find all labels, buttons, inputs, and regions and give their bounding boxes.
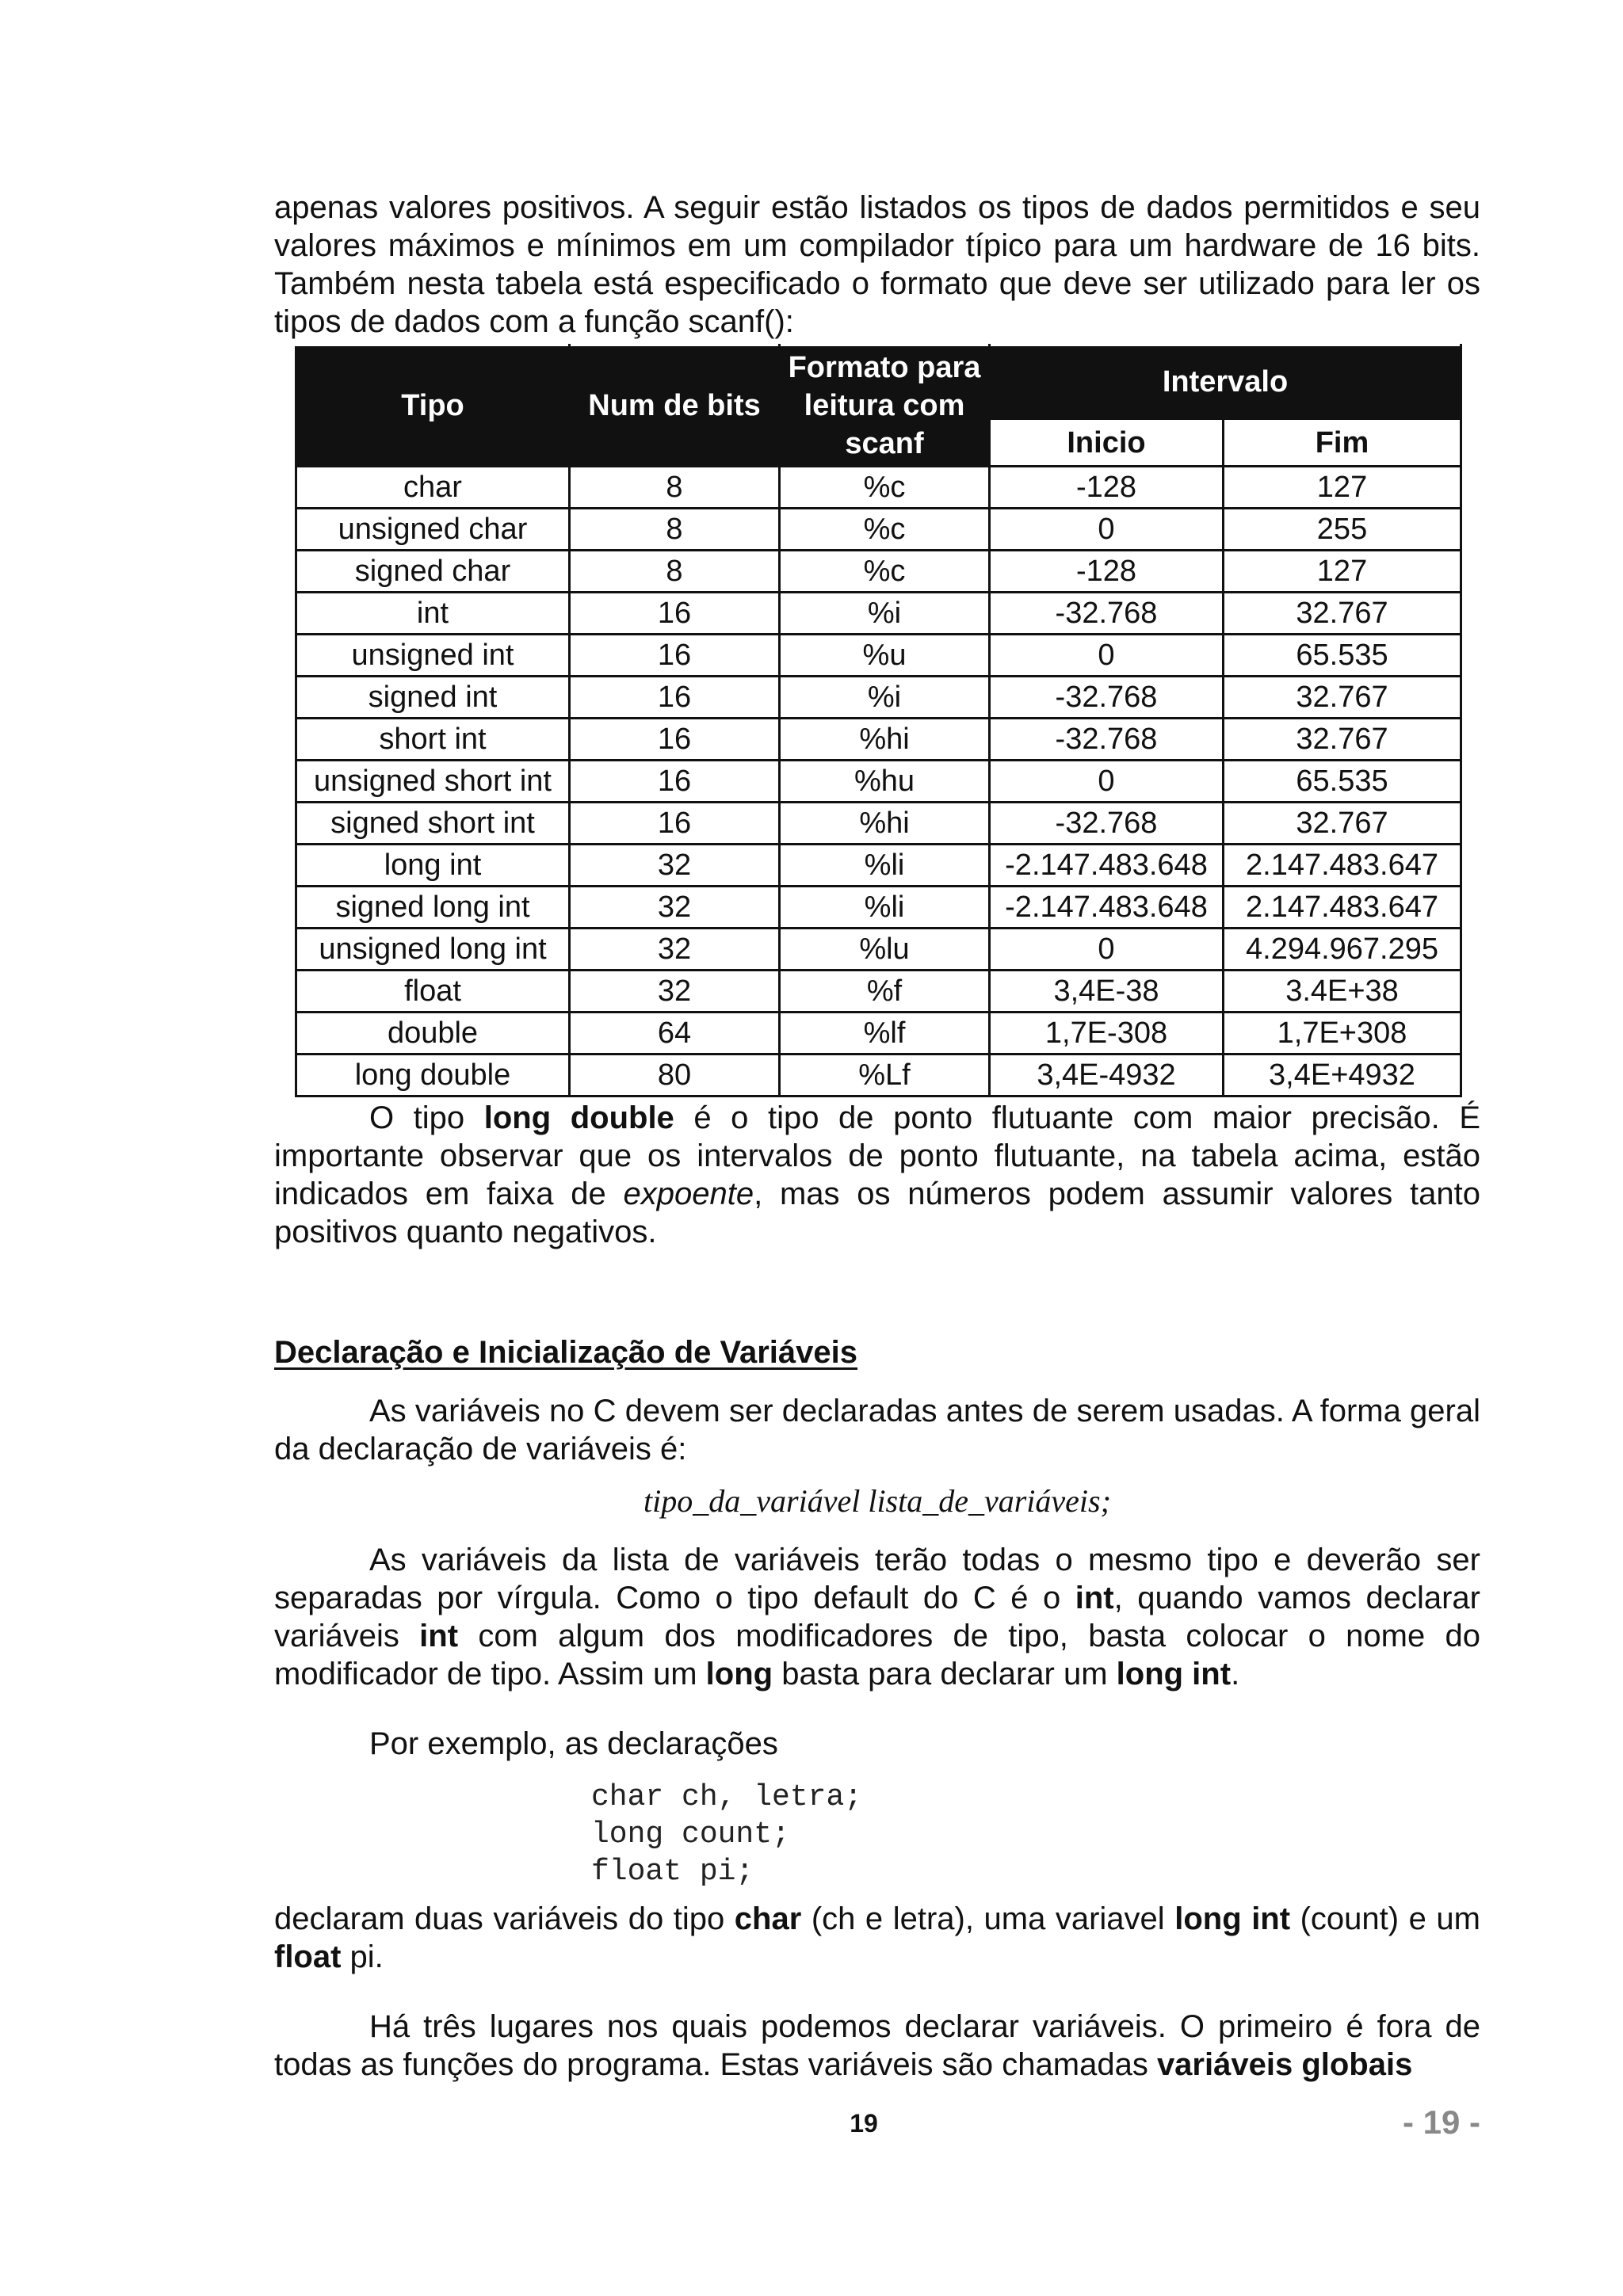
cell-bits: 32: [570, 845, 780, 887]
header-inicio: Inicio: [990, 419, 1224, 467]
bold-term: long int: [1174, 1901, 1291, 1936]
text-run: O tipo: [369, 1100, 484, 1135]
page-marker: - 19 -: [1402, 2103, 1480, 2141]
text-run: com algum dos modificadores de tipo, basta colocar o nome do modificador de tipo. Assim um: [274, 1619, 1480, 1691]
text-run: Há três lugares nos quais podemos declarar variáveis. O primeiro é fora de todas as funções do programa. Estas variáveis são chamadas: [274, 2009, 1480, 2082]
cell-tipo: double: [296, 1013, 570, 1055]
cell-bits: 80: [570, 1055, 780, 1097]
cell-formato: %li: [780, 887, 990, 929]
cell-bits: 16: [570, 803, 780, 845]
table-body: [296, 467, 1461, 1097]
cell-inicio: 0: [990, 761, 1224, 803]
data-types-table: [295, 344, 1462, 1097]
code-line: char ch, letra;: [591, 1780, 863, 1814]
declaration-paragraph: As variáveis no C devem ser declaradas antes de serem usadas. A forma geral da declaração de variáveis é:: [274, 1394, 1480, 1466]
cell-tipo: float: [296, 971, 570, 1013]
bold-term: variáveis globais: [1156, 2047, 1413, 2082]
variable-list-paragraph: [274, 1541, 1480, 1693]
cell-fim: 1,7E+308: [1224, 1013, 1461, 1055]
long-double-paragraph: [274, 1099, 1480, 1251]
text-run: (ch e letra), uma variavel: [801, 1901, 1175, 1936]
cell-tipo: signed short int: [296, 803, 570, 845]
text-run: (count) e um: [1290, 1901, 1480, 1936]
cell-bits: 32: [570, 971, 780, 1013]
table-row: [296, 929, 1461, 971]
cell-formato: %hu: [780, 761, 990, 803]
text-run: basta para declarar um: [773, 1657, 1117, 1691]
cell-inicio: 0: [990, 929, 1224, 971]
cell-tipo: long double: [296, 1055, 570, 1097]
cell-bits: 64: [570, 1013, 780, 1055]
page-number: 19: [850, 2109, 878, 2138]
cell-inicio: 0: [990, 635, 1224, 677]
cell-formato: %lu: [780, 929, 990, 971]
bold-term: long double: [483, 1100, 674, 1135]
table-row: [296, 845, 1461, 887]
cell-fim: 4.294.967.295: [1224, 929, 1461, 971]
text-run: , quando vamos declarar variáveis: [274, 1581, 1480, 1653]
cell-formato: %u: [780, 635, 990, 677]
cell-formato: %hi: [780, 719, 990, 761]
bold-term: int: [419, 1619, 459, 1653]
text-run: pi.: [341, 1939, 384, 1974]
text-run: declaram duas variáveis do tipo: [274, 1901, 735, 1936]
table-row: [296, 551, 1461, 593]
cell-tipo: signed long int: [296, 887, 570, 929]
cell-tipo: unsigned int: [296, 635, 570, 677]
cell-inicio: -32.768: [990, 677, 1224, 719]
cell-fim: 3.4E+38: [1224, 971, 1461, 1013]
cell-bits: 32: [570, 929, 780, 971]
cell-inicio: -32.768: [990, 719, 1224, 761]
cell-bits: 16: [570, 719, 780, 761]
cell-inicio: 1,7E-308: [990, 1013, 1224, 1055]
declaration-formula: tipo_da_variável lista_de_variáveis;: [643, 1483, 1111, 1519]
cell-tipo: unsigned short int: [296, 761, 570, 803]
cell-inicio: 0: [990, 509, 1224, 551]
cell-inicio: 3,4E-4932: [990, 1055, 1224, 1097]
cell-tipo: signed char: [296, 551, 570, 593]
cell-fim: 32.767: [1224, 803, 1461, 845]
cell-tipo: short int: [296, 719, 570, 761]
cell-inicio: -128: [990, 551, 1224, 593]
cell-fim: 255: [1224, 509, 1461, 551]
cell-bits: 8: [570, 509, 780, 551]
cell-fim: 32.767: [1224, 677, 1461, 719]
header-formato: Formato para leitura com scanf: [780, 345, 990, 467]
cell-inicio: 3,4E-38: [990, 971, 1224, 1013]
document-page: [274, 189, 1480, 2084]
text-run: é o tipo de ponto flutuante com maior precisão. É importante observar que os intervalos de ponto flutuante, na tabela acima, estão indicados em faixa de: [274, 1100, 1481, 1211]
cell-fim: 65.535: [1224, 761, 1461, 803]
table-row: [296, 803, 1461, 845]
cell-formato: %li: [780, 845, 990, 887]
table-row: [296, 635, 1461, 677]
code-example: [591, 1779, 1480, 1890]
cell-formato: %i: [780, 677, 990, 719]
cell-tipo: char: [296, 467, 570, 509]
cell-tipo: long int: [296, 845, 570, 887]
cell-fim: 127: [1224, 551, 1461, 593]
bold-term: float: [274, 1939, 342, 1974]
cell-formato: %Lf: [780, 1055, 990, 1097]
cell-bits: 32: [570, 887, 780, 929]
declaram-paragraph: [274, 1900, 1480, 1976]
header-num-bits: Num de bits: [570, 345, 780, 467]
cell-bits: 16: [570, 635, 780, 677]
cell-inicio: -128: [990, 467, 1224, 509]
cell-fim: 32.767: [1224, 593, 1461, 635]
cell-inicio: -2.147.483.648: [990, 845, 1224, 887]
bold-term: long: [705, 1657, 773, 1691]
header-fim: Fim: [1224, 419, 1461, 467]
cell-formato: %hi: [780, 803, 990, 845]
table-row: [296, 971, 1461, 1013]
cell-bits: 16: [570, 677, 780, 719]
cell-tipo: int: [296, 593, 570, 635]
cell-fim: 65.535: [1224, 635, 1461, 677]
table-row: [296, 719, 1461, 761]
cell-fim: 2.147.483.647: [1224, 887, 1461, 929]
lugares-paragraph: [274, 2008, 1480, 2084]
intro-paragraph: apenas valores positivos. A seguir estão listados os tipos de dados permitidos e seu valores máximos e mínimos em um compilador típico para um hardware de 16 bits. Também nesta tabela está especificado o formato que deve ser utilizado para ler os tipos de dados com a função scanf():: [274, 190, 1480, 339]
code-line: long count;: [591, 1817, 790, 1852]
cell-inicio: -32.768: [990, 593, 1224, 635]
cell-fim: 32.767: [1224, 719, 1461, 761]
cell-formato: %c: [780, 509, 990, 551]
cell-tipo: signed int: [296, 677, 570, 719]
cell-fim: 127: [1224, 467, 1461, 509]
cell-fim: 3,4E+4932: [1224, 1055, 1461, 1097]
table-row: [296, 1013, 1461, 1055]
cell-inicio: -2.147.483.648: [990, 887, 1224, 929]
code-line: float pi;: [591, 1855, 754, 1889]
cell-tipo: unsigned char: [296, 509, 570, 551]
cell-inicio: -32.768: [990, 803, 1224, 845]
header-tipo: Tipo: [296, 345, 570, 467]
cell-bits: 16: [570, 761, 780, 803]
example-paragraph: Por exemplo, as declarações: [369, 1726, 778, 1761]
bold-term: char: [734, 1901, 802, 1936]
table-row: [296, 1055, 1461, 1097]
table-row: [296, 887, 1461, 929]
table-row: [296, 761, 1461, 803]
italic-term: expoente: [623, 1177, 754, 1211]
text-run: As variáveis da lista de variáveis terão todas o mesmo tipo e deverão ser separadas por vírgula. Como o tipo default do C é o: [274, 1543, 1480, 1615]
header-intervalo: Intervalo: [990, 345, 1461, 419]
cell-tipo: unsigned long int: [296, 929, 570, 971]
text-run: , mas os números podem assumir valores tanto positivos quanto negativos.: [274, 1177, 1481, 1249]
cell-formato: %f: [780, 971, 990, 1013]
bold-term: int: [1075, 1581, 1114, 1615]
bold-term: long int: [1116, 1657, 1232, 1691]
cell-fim: 2.147.483.647: [1224, 845, 1461, 887]
table-row: [296, 509, 1461, 551]
cell-bits: 8: [570, 467, 780, 509]
cell-formato: %i: [780, 593, 990, 635]
cell-bits: 16: [570, 593, 780, 635]
section-heading: Declaração e Inicialização de Variáveis: [274, 1335, 858, 1370]
cell-formato: %lf: [780, 1013, 990, 1055]
cell-formato: %c: [780, 551, 990, 593]
text-run: .: [1231, 1657, 1240, 1691]
cell-bits: 8: [570, 551, 780, 593]
table-row: [296, 677, 1461, 719]
table-row: [296, 593, 1461, 635]
table-row: [296, 467, 1461, 509]
cell-formato: %c: [780, 467, 990, 509]
